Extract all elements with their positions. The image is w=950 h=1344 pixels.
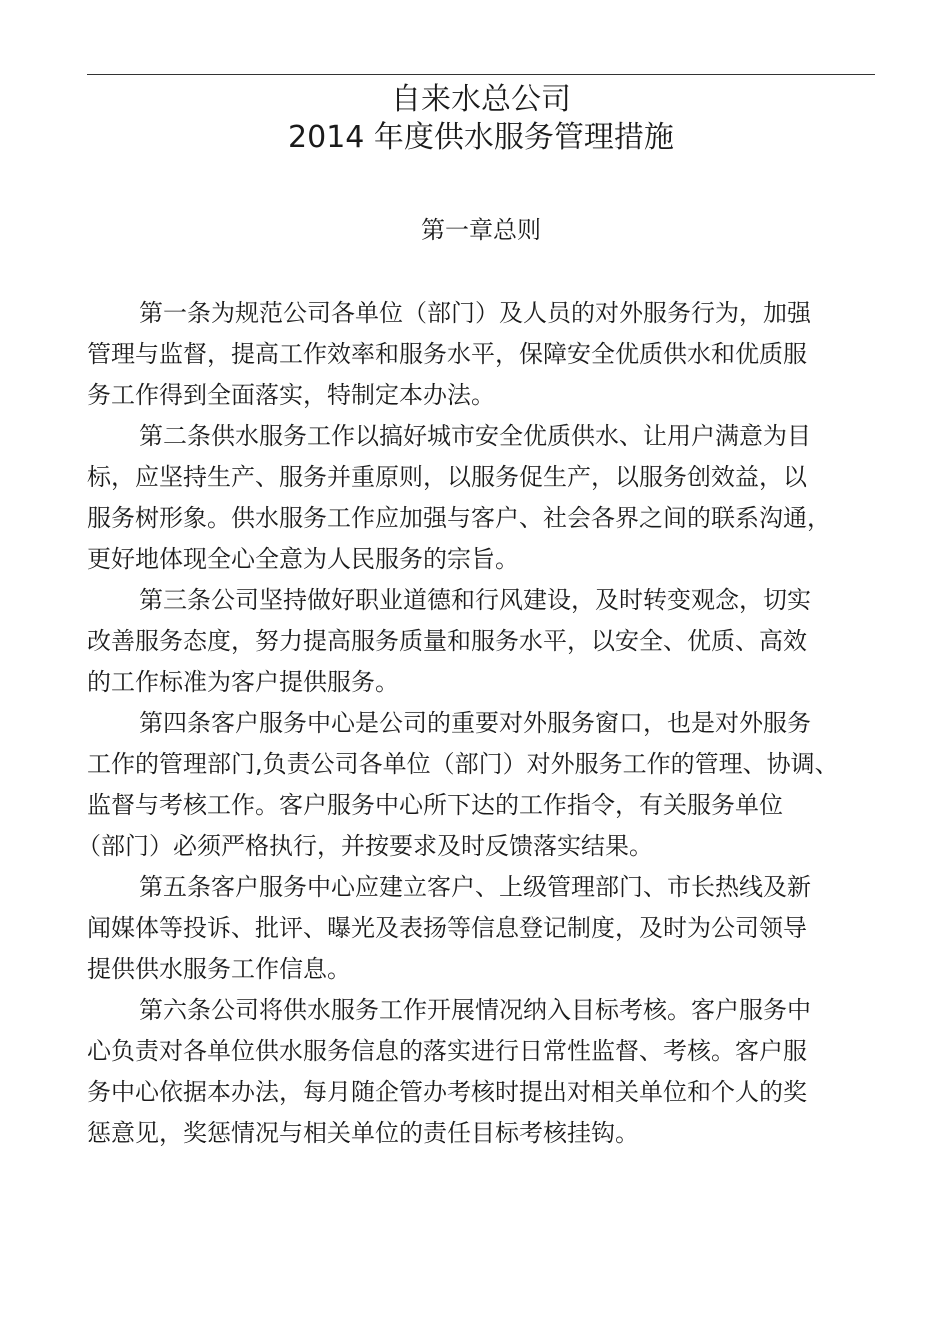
article-line: 标，应坚持生产、服务并重原则，以服务促生产，以服务创效益，以 [87, 463, 807, 491]
article-line: 的工作标准为客户提供服务。 [87, 668, 399, 696]
article-line: 第一条为规范公司各单位（部门）及人员的对外服务行为，加强 [139, 299, 811, 327]
article-line: 第四条客户服务中心是公司的重要对外服务窗口，也是对外服务 [139, 709, 811, 737]
article-line: （部门）必须严格执行，并按要求及时反馈落实结果。 [77, 832, 653, 860]
article-line: 心负责对各单位供水服务信息的落实进行日常性监督、考核。客户服 [87, 1037, 807, 1065]
article-1 [87, 293, 867, 416]
article-line: 管理与监督，提高工作效率和服务水平，保障安全优质供水和优质服 [87, 340, 807, 368]
header-rule [87, 74, 875, 75]
article-line: 提供供水服务工作信息。 [87, 955, 351, 983]
article-line: 监督与考核工作。客户服务中心所下达的工作指令，有关服务单位 [87, 791, 783, 819]
article-3 [87, 580, 867, 703]
chapter-heading: 第一章总则 [421, 216, 541, 244]
article-line: 第二条供水服务工作以搞好城市安全优质供水、让用户满意为目 [139, 422, 811, 450]
article-line: 更好地体现全心全意为人民服务的宗旨。 [87, 545, 519, 573]
article-2 [87, 416, 867, 580]
article-line: 第五条客户服务中心应建立客户、上级管理部门、市长热线及新 [139, 873, 811, 901]
article-line: 服务树形象。供水服务工作应加强与客户、社会各界之间的联系沟通， [87, 504, 831, 532]
article-line: 闻媒体等投诉、批评、曝光及表扬等信息登记制度，及时为公司领导 [87, 914, 807, 942]
document-title-measures: 2014 年度供水服务管理措施 [288, 120, 674, 155]
document-title-company: 自来水总公司 [391, 82, 571, 117]
article-4 [77, 703, 867, 867]
article-line: 改善服务态度，努力提高服务质量和服务水平，以安全、优质、高效 [87, 627, 807, 655]
article-6 [87, 990, 867, 1154]
article-line: 第三条公司坚持做好职业道德和行风建设，及时转变观念，切实 [139, 586, 811, 614]
article-line: 工作的管理部门,负责公司各单位（部门）对外服务工作的管理、协调、 [87, 750, 839, 778]
article-line: 务中心依据本办法，每月随企管办考核时提出对相关单位和个人的奖 [87, 1078, 807, 1106]
article-line: 惩意见，奖惩情况与相关单位的责任目标考核挂钩。 [87, 1119, 639, 1147]
article-line: 务工作得到全面落实，特制定本办法。 [87, 381, 495, 409]
article-5 [87, 867, 867, 990]
article-line: 第六条公司将供水服务工作开展情况纳入目标考核。客户服务中 [139, 996, 811, 1024]
